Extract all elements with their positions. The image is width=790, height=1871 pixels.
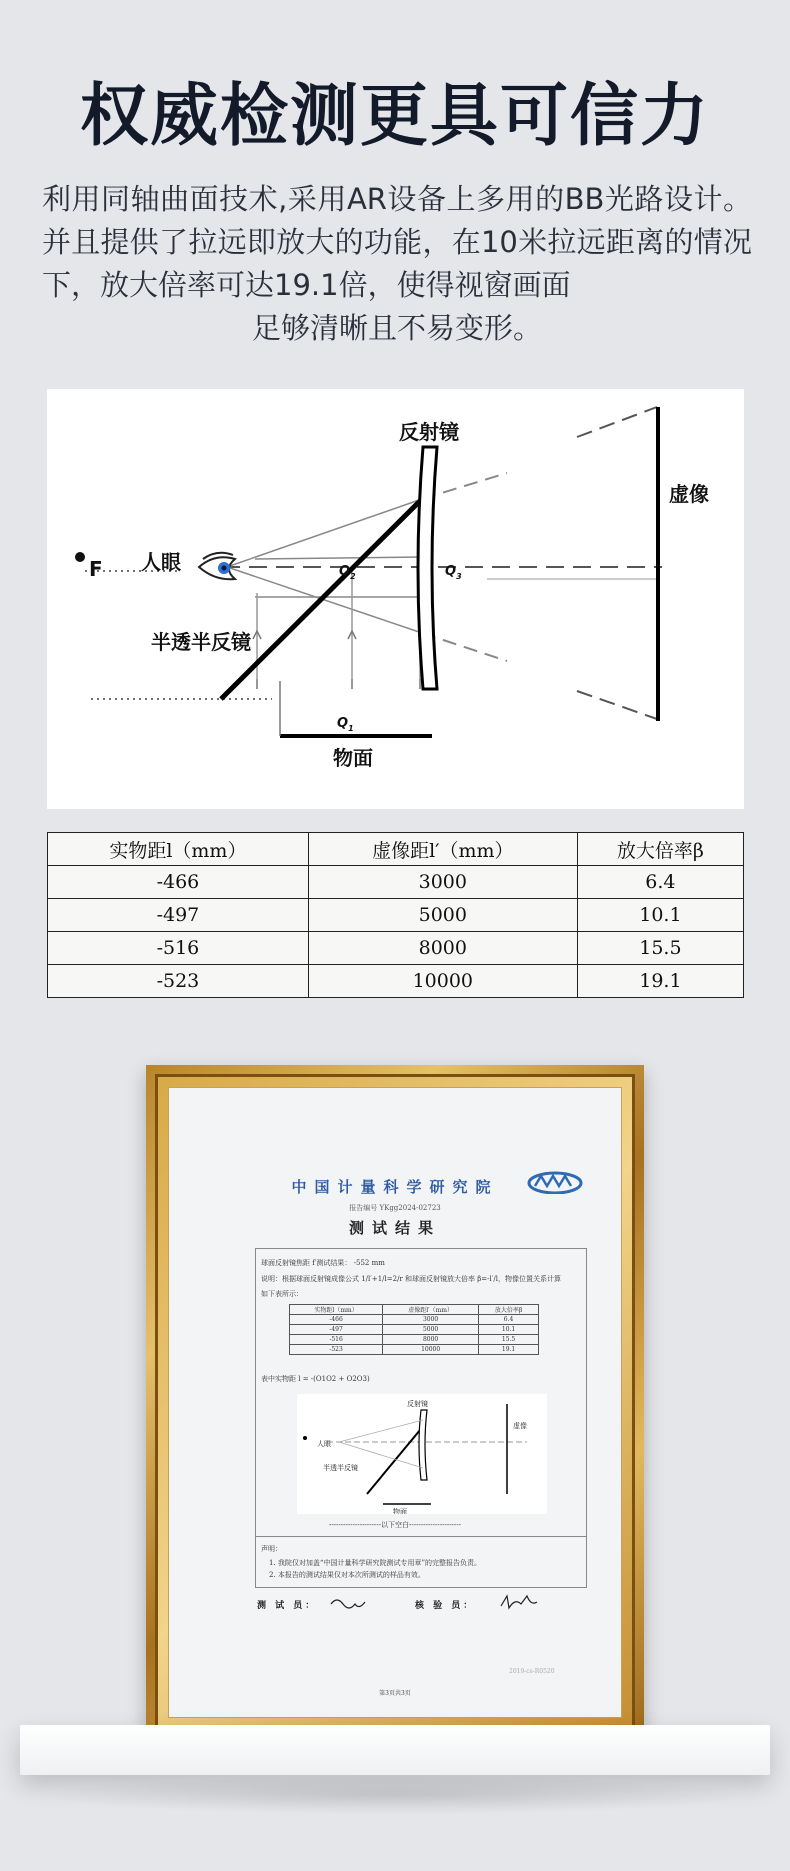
- table-cell: 19.1: [577, 965, 743, 998]
- certificate-title: 测试结果: [348, 1219, 441, 1237]
- intro-body: 利用同轴曲面技术,采用AR设备上多用的BB光路设计。并且提供了拉远即放大的功能，在10米拉远距离的情况下，放大倍率可达19.1倍，使得视窗画面: [42, 182, 752, 302]
- ray-mid: [255, 557, 422, 559]
- header-image-distance: 虚像距l′（mm）: [308, 833, 577, 866]
- cert-header-cell: 放大倍率β: [479, 1305, 539, 1315]
- magnification-table-wrap: [47, 832, 744, 998]
- cert-cell: -516: [290, 1335, 383, 1345]
- mirror-label: 反射镜: [399, 420, 459, 444]
- q2-label: $Q_2$: [339, 564, 356, 581]
- certificate-statement-1: 1. 我院仅对加盖“中国计量科学研究院测试专用章”的完整报告负责。: [269, 1559, 482, 1567]
- certificate-line-4: 表中实物距 l = -(O1O2 + O2O3): [261, 1375, 370, 1383]
- table-cell: -497: [48, 899, 309, 932]
- table-row: [48, 899, 744, 932]
- intro-paragraph: [42, 178, 752, 350]
- cert-cell: 10000: [383, 1345, 479, 1355]
- table-row: [48, 932, 744, 965]
- cert-cell: 6.4: [479, 1315, 539, 1325]
- table-cell: 3000: [308, 866, 577, 899]
- certificate-report-no: 报告编号 YKgg2024-02723: [349, 1204, 441, 1212]
- focus-label: F: [89, 557, 103, 581]
- cert-cell: -523: [290, 1345, 383, 1355]
- intro-last-line: 足够清晰且不易变形。: [251, 311, 542, 345]
- nim-logo-icon: [527, 1170, 583, 1194]
- cert-cell: 8000: [383, 1335, 479, 1345]
- certificate-inner-frame: [155, 1074, 635, 1731]
- cert-cell: 5000: [383, 1325, 479, 1335]
- table-cell: -516: [48, 932, 309, 965]
- svg-text:虚像: 虚像: [513, 1422, 527, 1430]
- object-label: 物面: [333, 746, 373, 770]
- eye-icon: [199, 553, 235, 580]
- svg-text:反射镜: 反射镜: [407, 1400, 428, 1408]
- ray-ticks: [257, 679, 420, 689]
- certificate-table-row: [290, 1335, 539, 1345]
- table-cell: -523: [48, 965, 309, 998]
- certificate-verifier-label: 核 验 员：: [415, 1601, 476, 1611]
- certificate-table-header: [290, 1305, 539, 1315]
- cert-cell: 10.1: [479, 1325, 539, 1335]
- table-cell: -466: [48, 866, 309, 899]
- virtual-ray-top: [577, 407, 657, 437]
- cert-cell: 3000: [383, 1315, 479, 1325]
- magnification-table: [47, 832, 744, 998]
- svg-text:物面: 物面: [393, 1508, 407, 1514]
- verifier-signature-icon: [499, 1592, 539, 1612]
- certificate-table-row: [290, 1315, 539, 1325]
- table-row: [48, 866, 744, 899]
- q1-label: $Q_1$: [337, 716, 354, 733]
- cert-cell: 15.5: [479, 1335, 539, 1345]
- table-row: [48, 965, 744, 998]
- cert-header-cell: 虚像距l′（mm）: [383, 1305, 479, 1315]
- svg-text:半透半反镜: 半透半反镜: [323, 1464, 358, 1472]
- cert-cell: -466: [290, 1315, 383, 1325]
- eye-label: 人眼: [141, 550, 181, 574]
- curved-mirror-shape: [418, 447, 437, 689]
- certificate-blank-notice: ----------------------以下空白----------------------: [328, 1521, 462, 1529]
- table-cell: 5000: [308, 899, 577, 932]
- virtual-image-label: 虚像: [669, 482, 709, 506]
- certificate-mini-diagram-svg: [297, 1394, 547, 1514]
- certificate-table-row: [290, 1345, 539, 1355]
- certificate-tester-label: 测 试 员：: [257, 1601, 318, 1611]
- cert-header-cell: 实物距l（mm）: [290, 1305, 383, 1315]
- table-header-row: [48, 833, 744, 866]
- page-headline: 权威检测更具可信力: [79, 77, 710, 156]
- certificate-divider: [255, 1536, 587, 1537]
- table-cell: 10.1: [577, 899, 743, 932]
- certificate-frame: [146, 1065, 644, 1740]
- certificate-page-number: 第3页共3页: [379, 1690, 411, 1697]
- cert-cell: 19.1: [479, 1345, 539, 1355]
- optical-diagram-svg: [47, 389, 744, 809]
- header-magnification: 放大倍率β: [577, 833, 743, 866]
- certificate-line-3: 如下表所示：: [261, 1290, 303, 1298]
- certificate-table-row: [290, 1325, 539, 1335]
- q3-label: $Q_3$: [445, 564, 462, 581]
- half-mirror-label: 半透半反镜: [151, 630, 251, 654]
- display-shelf: [20, 1725, 770, 1775]
- svg-text:人眼: 人眼: [317, 1440, 331, 1448]
- cert-cell: -497: [290, 1325, 383, 1335]
- certificate-org: 中国计量科学研究院: [291, 1178, 499, 1196]
- certificate-code: 2019-cs-R0520: [509, 1668, 555, 1675]
- certificate-statement-title: 声明：: [261, 1545, 282, 1553]
- certificate-line-1: 球面反射镜焦距 f′测试结果： -552 mm: [261, 1259, 385, 1267]
- table-cell: 6.4: [577, 866, 743, 899]
- ray-arrows: [253, 631, 356, 639]
- table-cell: 10000: [308, 965, 577, 998]
- certificate-line-2: 说明：根据球面反射镜成像公式 1/l′+1/l=2/r 和球面反射镜放大倍率 β=-l′/l，物像位置关系计算: [261, 1275, 561, 1283]
- focus-dot: [75, 552, 85, 562]
- certificate-mini-diagram: [297, 1394, 547, 1514]
- shelf-shadow: [40, 1775, 750, 1815]
- virtual-ray-bottom: [577, 691, 657, 719]
- certificate-paper: [168, 1087, 622, 1718]
- table-cell: 8000: [308, 932, 577, 965]
- tester-signature-icon: [329, 1594, 369, 1614]
- header-object-distance: 实物距l（mm）: [48, 833, 309, 866]
- certificate-statement-2: 2. 本报告的测试结果仅对本次所测试的样品有效。: [269, 1571, 425, 1579]
- certificate-table: [289, 1304, 539, 1355]
- table-cell: 15.5: [577, 932, 743, 965]
- optical-path-diagram: [47, 389, 744, 809]
